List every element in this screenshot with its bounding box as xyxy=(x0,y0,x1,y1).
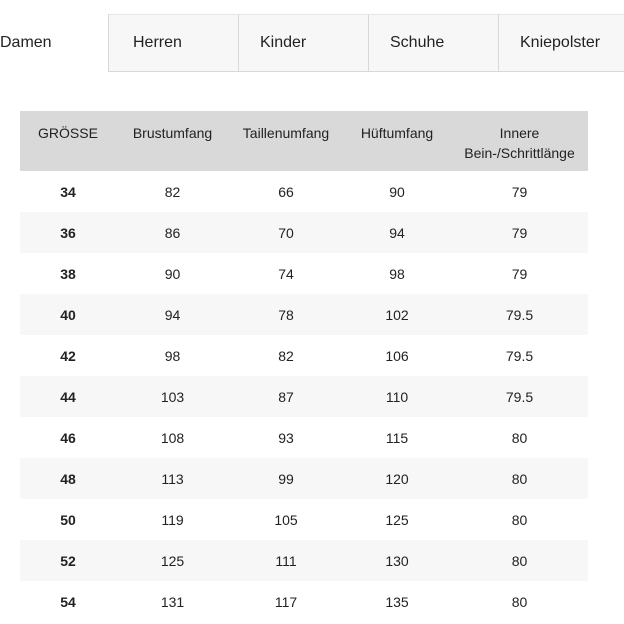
header-chest: Brustumfang xyxy=(116,111,229,171)
cell-inseam: 79.5 xyxy=(451,294,588,335)
cell-chest: 98 xyxy=(164,347,181,364)
cell-waist: 99 xyxy=(229,458,343,499)
category-tabs xyxy=(0,14,624,72)
cell-inseam: 79 xyxy=(451,212,588,253)
cell-hip: 115 xyxy=(385,429,409,446)
table-row xyxy=(20,417,588,458)
table-row xyxy=(20,458,588,499)
table-row xyxy=(20,253,588,294)
tab-damen[interactable] xyxy=(0,14,109,72)
cell-inseam: 79.5 xyxy=(451,376,588,417)
header-inseam-line2: Bein-/Schrittlänge xyxy=(464,145,575,161)
cell-size: 50 xyxy=(60,511,76,528)
cell-hip: 110 xyxy=(343,376,451,417)
header-hip: Hüftumfang xyxy=(343,111,451,171)
tab-label: Herren xyxy=(133,34,182,51)
cell-size: 48 xyxy=(20,458,116,499)
cell-waist: 82 xyxy=(278,347,294,364)
cell-waist: 117 xyxy=(274,593,298,610)
cell-inseam: 80 xyxy=(451,458,588,499)
table-row xyxy=(20,499,588,540)
cell-hip: 90 xyxy=(389,183,405,200)
cell-waist: 93 xyxy=(278,429,294,446)
cell-inseam: 79 xyxy=(511,183,528,200)
cell-size: 40 xyxy=(20,294,116,335)
tab-label: Schuhe xyxy=(390,34,445,51)
cell-hip: 130 xyxy=(343,540,451,581)
cell-inseam: 80 xyxy=(511,429,528,446)
cell-waist: 87 xyxy=(229,376,343,417)
cell-size: 52 xyxy=(20,540,116,581)
cell-hip: 98 xyxy=(389,265,405,282)
cell-size: 34 xyxy=(60,183,76,200)
cell-chest: 131 xyxy=(160,593,185,610)
cell-size: 46 xyxy=(60,429,76,446)
header-inseam-line1: Innere xyxy=(499,125,540,141)
cell-waist: 111 xyxy=(229,540,343,581)
table-header-row xyxy=(20,111,588,171)
cell-chest: 94 xyxy=(116,294,229,335)
cell-hip: 94 xyxy=(343,212,451,253)
tab-kinder[interactable] xyxy=(239,14,369,72)
table-row xyxy=(20,540,588,581)
cell-size: 36 xyxy=(20,212,116,253)
tab-label: Kinder xyxy=(260,34,307,51)
table-row xyxy=(20,171,588,212)
cell-waist: 66 xyxy=(278,183,294,200)
header-waist: Taillenumfang xyxy=(229,111,343,171)
cell-inseam: 79.5 xyxy=(505,347,534,364)
table-row xyxy=(20,212,588,253)
cell-hip: 106 xyxy=(385,347,409,364)
cell-hip: 135 xyxy=(385,593,409,610)
tab-label: Kniepolster xyxy=(520,34,601,51)
tab-schuhe[interactable] xyxy=(369,14,499,72)
cell-waist: 70 xyxy=(229,212,343,253)
cell-inseam: 80 xyxy=(511,593,528,610)
cell-chest: 108 xyxy=(160,429,185,446)
header-size: GRÖSSE xyxy=(20,111,116,171)
cell-inseam: 79 xyxy=(511,265,528,282)
cell-waist: 105 xyxy=(274,511,298,528)
cell-waist: 74 xyxy=(278,265,294,282)
table-row xyxy=(20,376,588,417)
cell-chest: 86 xyxy=(116,212,229,253)
table-row xyxy=(20,335,588,376)
table-row xyxy=(20,294,588,335)
header-inseam xyxy=(451,111,588,171)
cell-inseam: 80 xyxy=(451,540,588,581)
cell-waist: 78 xyxy=(229,294,343,335)
tab-label: Damen xyxy=(0,34,52,51)
cell-size: 42 xyxy=(60,347,76,364)
cell-chest: 90 xyxy=(164,265,181,282)
cell-hip: 125 xyxy=(385,511,409,528)
cell-chest: 119 xyxy=(161,511,184,528)
tab-kniepolster[interactable] xyxy=(499,14,624,72)
cell-hip: 120 xyxy=(343,458,451,499)
tab-herren[interactable] xyxy=(109,14,239,72)
cell-chest: 125 xyxy=(116,540,229,581)
cell-size: 38 xyxy=(60,265,76,282)
cell-chest: 82 xyxy=(164,183,181,200)
cell-inseam: 80 xyxy=(511,511,528,528)
cell-chest: 113 xyxy=(116,458,229,499)
cell-size: 54 xyxy=(60,593,76,610)
size-chart-table xyxy=(20,111,588,622)
cell-hip: 102 xyxy=(343,294,451,335)
cell-size: 44 xyxy=(20,376,116,417)
table-body xyxy=(20,171,588,622)
cell-chest: 103 xyxy=(116,376,229,417)
table-row xyxy=(20,581,588,622)
